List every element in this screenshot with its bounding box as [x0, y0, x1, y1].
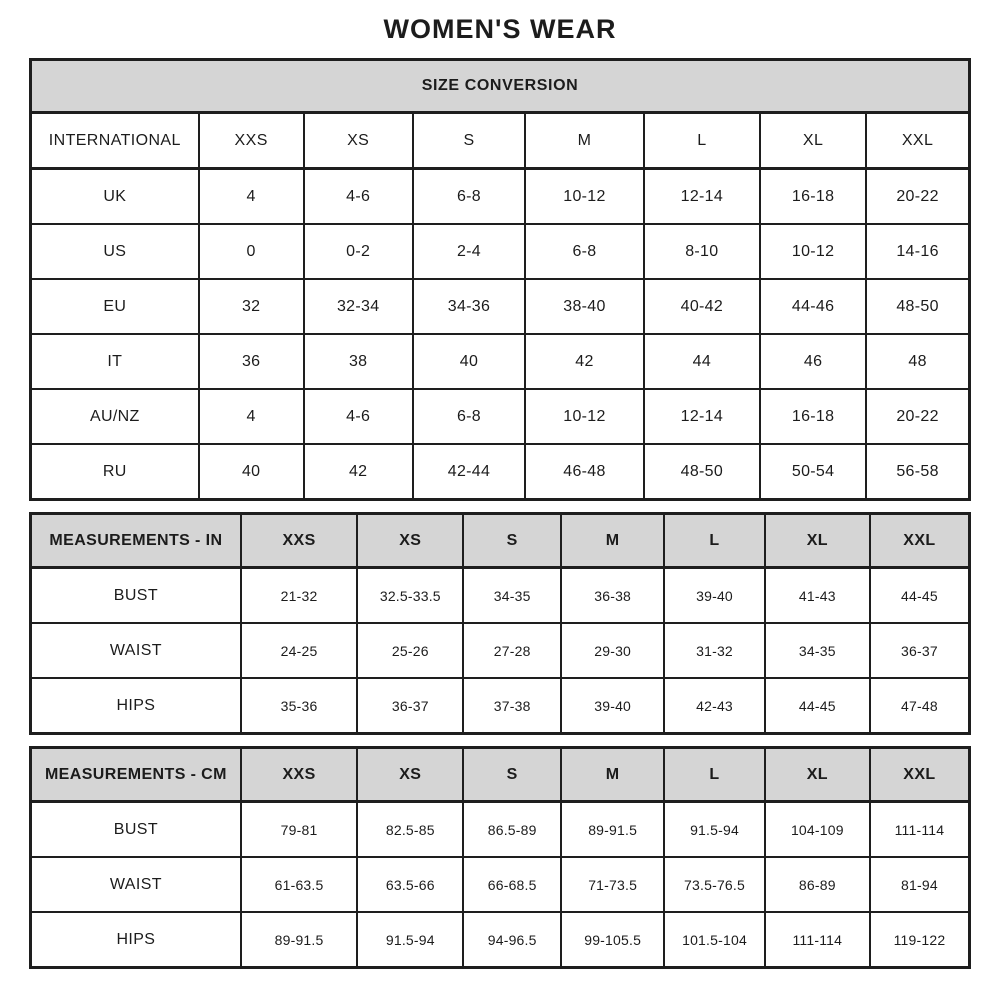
cell: 8-10: [644, 224, 760, 279]
cell: 4: [199, 169, 304, 225]
cell: 34-35: [765, 623, 870, 678]
cell: 25-26: [357, 623, 463, 678]
row-label-waist: WAIST: [31, 623, 241, 678]
row-label-hips: HIPS: [31, 678, 241, 734]
column-header-xs: XS: [357, 514, 463, 568]
row-label-hips: HIPS: [31, 912, 241, 968]
cell: 39-40: [664, 568, 764, 624]
cell: 10-12: [760, 224, 866, 279]
cell: 2-4: [413, 224, 526, 279]
cell: 40-42: [644, 279, 760, 334]
cell: 91.5-94: [664, 802, 764, 858]
measurements-cm-header-row: [31, 748, 970, 802]
cell: 20-22: [866, 169, 969, 225]
measurements-cm-title: MEASUREMENTS - CM: [31, 748, 241, 802]
cell: 32-34: [304, 279, 413, 334]
cell: 34-36: [413, 279, 526, 334]
cell: 41-43: [765, 568, 870, 624]
column-header-xl: XL: [760, 113, 866, 169]
cell: 86.5-89: [463, 802, 561, 858]
cell: 38: [304, 334, 413, 389]
table-row-waist-in: [31, 623, 970, 678]
cell: 12-14: [644, 389, 760, 444]
cell: 71-73.5: [561, 857, 664, 912]
cell: 48: [866, 334, 969, 389]
column-header-xxl: XXL: [870, 514, 970, 568]
row-label-eu: EU: [31, 279, 199, 334]
cell: 79-81: [241, 802, 357, 858]
cell: 10-12: [525, 389, 643, 444]
column-header-xl: XL: [765, 748, 870, 802]
cell: 31-32: [664, 623, 764, 678]
cell: 16-18: [760, 169, 866, 225]
cell: 111-114: [765, 912, 870, 968]
cell: 46: [760, 334, 866, 389]
measurements-in-table: [29, 512, 971, 735]
cell: 42: [304, 444, 413, 500]
cell: 61-63.5: [241, 857, 357, 912]
cell: 32: [199, 279, 304, 334]
row-label-aunz: AU/NZ: [31, 389, 199, 444]
cell: 36-37: [357, 678, 463, 734]
cell: 10-12: [525, 169, 643, 225]
table-row-waist-cm: [31, 857, 970, 912]
cell: 36-37: [870, 623, 970, 678]
size-conversion-banner-row: [31, 60, 970, 113]
cell: 48-50: [866, 279, 969, 334]
cell: 99-105.5: [561, 912, 664, 968]
cell: 42-43: [664, 678, 764, 734]
cell: 0-2: [304, 224, 413, 279]
column-header-xxl: XXL: [866, 113, 969, 169]
cell: 44: [644, 334, 760, 389]
column-header-s: S: [463, 514, 561, 568]
cell: 29-30: [561, 623, 664, 678]
cell: 44-45: [870, 568, 970, 624]
column-header-m: M: [561, 748, 664, 802]
cell: 27-28: [463, 623, 561, 678]
row-label-bust: BUST: [31, 802, 241, 858]
column-header-xs: XS: [304, 113, 413, 169]
cell: 104-109: [765, 802, 870, 858]
cell: 20-22: [866, 389, 969, 444]
cell: 91.5-94: [357, 912, 463, 968]
size-conversion-title: SIZE CONVERSION: [31, 60, 970, 113]
cell: 42: [525, 334, 643, 389]
table-row-hips-cm: [31, 912, 970, 968]
size-conversion-table: [29, 58, 971, 501]
measurements-in-title: MEASUREMENTS - IN: [31, 514, 241, 568]
cell: 12-14: [644, 169, 760, 225]
cell: 6-8: [413, 169, 526, 225]
row-label-us: US: [31, 224, 199, 279]
table-row-eu: [31, 279, 970, 334]
row-label-bust: BUST: [31, 568, 241, 624]
column-header-l: L: [664, 514, 764, 568]
cell: 35-36: [241, 678, 357, 734]
cell: 89-91.5: [241, 912, 357, 968]
cell: 34-35: [463, 568, 561, 624]
cell: 44-46: [760, 279, 866, 334]
measurements-in-header-row: [31, 514, 970, 568]
cell: 21-32: [241, 568, 357, 624]
table-row-it: [31, 334, 970, 389]
column-header-xxs: XXS: [199, 113, 304, 169]
table-row-bust-cm: [31, 802, 970, 858]
table-row-bust-in: [31, 568, 970, 624]
cell: 50-54: [760, 444, 866, 500]
cell: 82.5-85: [357, 802, 463, 858]
column-header-m: M: [525, 113, 643, 169]
column-header-l: L: [644, 113, 760, 169]
cell: 14-16: [866, 224, 969, 279]
page-title: WOMEN'S WEAR: [383, 14, 617, 44]
cell: 56-58: [866, 444, 969, 500]
cell: 119-122: [870, 912, 970, 968]
cell: 37-38: [463, 678, 561, 734]
cell: 4: [199, 389, 304, 444]
cell: 16-18: [760, 389, 866, 444]
row-label-it: IT: [31, 334, 199, 389]
row-label-uk: UK: [31, 169, 199, 225]
measurements-cm-table: [29, 746, 971, 969]
column-header-m: M: [561, 514, 664, 568]
cell: 24-25: [241, 623, 357, 678]
cell: 4-6: [304, 169, 413, 225]
column-header-international: INTERNATIONAL: [31, 113, 199, 169]
column-header-xxl: XXL: [870, 748, 970, 802]
column-header-xxs: XXS: [241, 748, 357, 802]
column-header-xxs: XXS: [241, 514, 357, 568]
cell: 6-8: [413, 389, 526, 444]
size-conversion-header-row: [31, 113, 970, 169]
cell: 111-114: [870, 802, 970, 858]
cell: 36: [199, 334, 304, 389]
column-header-s: S: [413, 113, 526, 169]
cell: 42-44: [413, 444, 526, 500]
row-label-waist: WAIST: [31, 857, 241, 912]
cell: 101.5-104: [664, 912, 764, 968]
cell: 40: [413, 334, 526, 389]
column-header-l: L: [664, 748, 764, 802]
cell: 81-94: [870, 857, 970, 912]
cell: 40: [199, 444, 304, 500]
cell: 38-40: [525, 279, 643, 334]
table-row-us: [31, 224, 970, 279]
column-header-xs: XS: [357, 748, 463, 802]
table-row-aunz: [31, 389, 970, 444]
cell: 36-38: [561, 568, 664, 624]
cell: 4-6: [304, 389, 413, 444]
cell: 48-50: [644, 444, 760, 500]
column-header-xl: XL: [765, 514, 870, 568]
column-header-s: S: [463, 748, 561, 802]
cell: 0: [199, 224, 304, 279]
cell: 44-45: [765, 678, 870, 734]
table-row-uk: [31, 169, 970, 225]
cell: 86-89: [765, 857, 870, 912]
cell: 89-91.5: [561, 802, 664, 858]
cell: 94-96.5: [463, 912, 561, 968]
cell: 39-40: [561, 678, 664, 734]
cell: 46-48: [525, 444, 643, 500]
cell: 47-48: [870, 678, 970, 734]
row-label-ru: RU: [31, 444, 199, 500]
cell: 73.5-76.5: [664, 857, 764, 912]
cell: 66-68.5: [463, 857, 561, 912]
cell: 6-8: [525, 224, 643, 279]
table-row-ru: [31, 444, 970, 500]
cell: 32.5-33.5: [357, 568, 463, 624]
cell: 63.5-66: [357, 857, 463, 912]
table-row-hips-in: [31, 678, 970, 734]
